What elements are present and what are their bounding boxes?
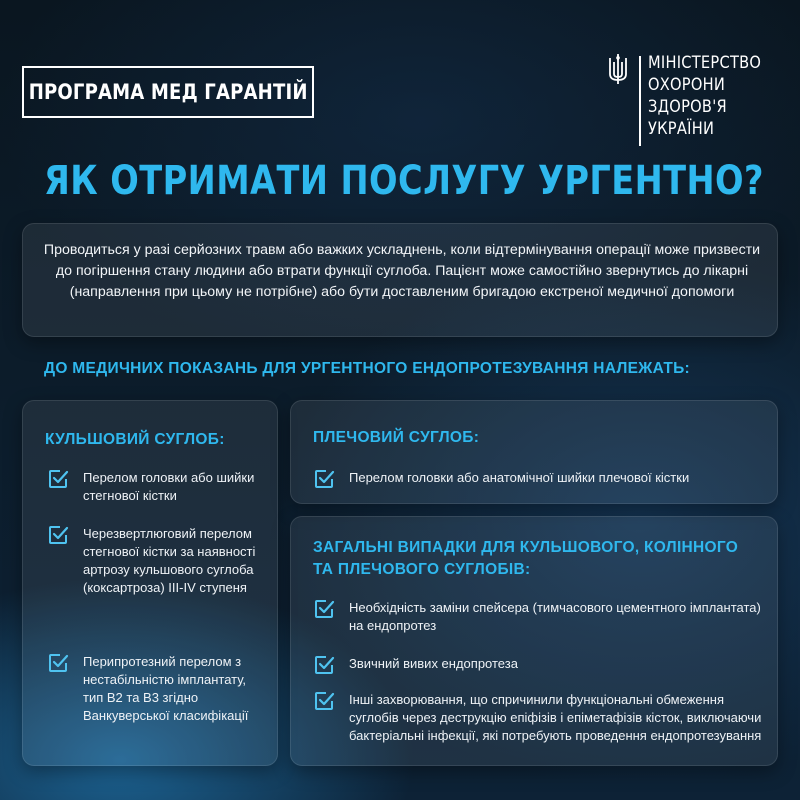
ministry-name-line: ЗДОРОВ'Я [648, 97, 727, 117]
list-item [313, 691, 763, 745]
trident-icon [606, 52, 630, 86]
list-item [47, 653, 262, 725]
ministry-name-line: ОХОРОНИ [648, 75, 726, 95]
list-item-text: Перипротезний перелом з нестабільністю імплантату, тип B2 та B3 згідно Ванкуверської класифікації [83, 654, 249, 723]
logo-divider [639, 56, 641, 146]
ministry-name-line: МІНІСТЕРСТВО [648, 53, 762, 73]
intro-card [22, 223, 778, 337]
general-card-title-line: ТА ПЛЕЧОВОГО СУГЛОБІВ: [313, 561, 531, 578]
checkbox-checked-icon [313, 690, 335, 712]
hip-card-title: КУЛЬШОВИЙ СУГЛОБ: [45, 431, 225, 448]
list-item [47, 469, 262, 505]
program-badge-label: ПРОГРАМА МЕД ГАРАНТІЙ [28, 80, 308, 104]
list-item [47, 525, 262, 597]
list-item-text: Необхідність заміни спейсера (тимчасового цементного імплантата) на ендопротез [349, 600, 761, 633]
list-item-text: Звичний вивих ендопротеза [349, 656, 518, 671]
checkbox-checked-icon [47, 468, 69, 490]
list-item-text: Перелом головки або шийки стегнової кістки [83, 470, 255, 503]
general-card-title [313, 537, 738, 581]
list-item [313, 599, 763, 635]
ministry-name-line: УКРАЇНИ [648, 119, 715, 139]
list-item-text: Перелом головки або анатомічної шийки плечової кістки [349, 470, 690, 485]
shoulder-card-title: ПЛЕЧОВИЙ СУГЛОБ: [313, 429, 480, 446]
checkbox-checked-icon [313, 468, 335, 490]
program-badge [22, 66, 314, 118]
shoulder-card [290, 400, 778, 504]
list-item-text: Черезвертлюговий перелом стегнової кістки за наявності артрозу кульшового суглоба (коксартроза) III-IV ступеня [83, 526, 256, 595]
list-item [313, 655, 763, 676]
general-card-title-line: ЗАГАЛЬНІ ВИПАДКИ ДЛЯ КУЛЬШОВОГО, КОЛІННОГО [313, 539, 739, 556]
hip-card [22, 400, 278, 766]
page-title: ЯК ОТРИМАТИ ПОСЛУГУ УРГЕНТНО? [44, 158, 764, 204]
general-cases-card [290, 516, 778, 766]
list-item-text: Інші захворювання, що спричинили функціональні обмеження суглобів через деструкцію епіфізів і епіметафізів кісток, виключаючи бактеріальні інфекції, які потребують проведення ендопротезування [349, 692, 762, 743]
checkbox-checked-icon [47, 652, 69, 674]
list-item [313, 469, 763, 490]
checkbox-checked-icon [47, 524, 69, 546]
checkbox-checked-icon [313, 654, 335, 676]
ministry-name [648, 52, 780, 140]
ministry-logo [606, 52, 776, 150]
checkbox-checked-icon [313, 598, 335, 620]
indications-heading: ДО МЕДИЧНИХ ПОКАЗАНЬ ДЛЯ УРГЕНТНОГО ЕНДОПРОТЕЗУВАННЯ НАЛЕЖАТЬ: [44, 360, 691, 377]
intro-text: Проводиться у разі серйозних травм або важких ускладнень, коли відтермінування операції може призвести до погіршення стану людини або втрати функції суглоба. Пацієнт може самостійно звернутись до лікарні (направлення при цьому не потрібне) або бути доставленим бригадою екстреної медичної допомоги [43, 242, 761, 300]
